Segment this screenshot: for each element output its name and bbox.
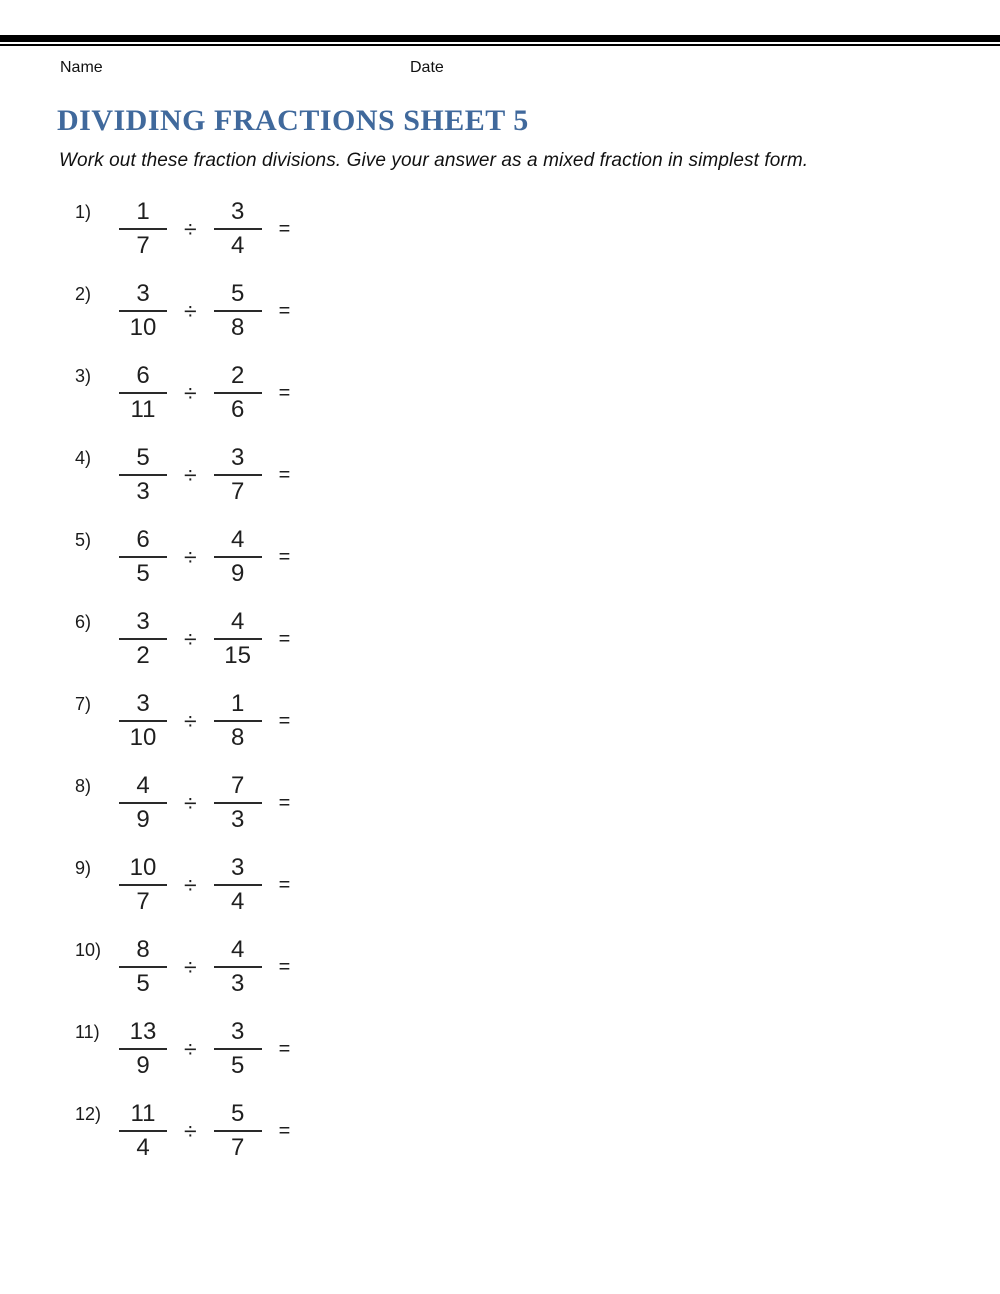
fraction-bar xyxy=(214,966,262,968)
problem-row xyxy=(75,200,290,258)
dividend-fraction xyxy=(119,364,167,422)
divisor-denominator: 4 xyxy=(230,888,245,915)
equals-symbol: = xyxy=(278,791,291,814)
divide-symbol: ÷ xyxy=(184,1035,197,1062)
divisor-fraction xyxy=(214,692,262,750)
fraction-bar xyxy=(214,474,262,476)
problem-number: 4) xyxy=(75,448,92,468)
divide-symbol: ÷ xyxy=(184,379,197,406)
dividend-fraction xyxy=(119,856,167,914)
fraction-bar xyxy=(214,1048,262,1050)
dividend-denominator: 10 xyxy=(129,724,157,751)
dividend-denominator: 5 xyxy=(136,560,150,587)
fraction-bar xyxy=(214,720,262,722)
dividend-fraction xyxy=(119,774,167,832)
top-border-thin-line xyxy=(0,44,1000,46)
problem-list xyxy=(75,200,290,1184)
divisor-fraction xyxy=(214,610,262,668)
divisor-denominator: 7 xyxy=(230,1134,245,1161)
divisor-fraction xyxy=(214,1020,262,1078)
equals-symbol: = xyxy=(278,381,291,404)
problem-row xyxy=(75,364,290,422)
dividend-denominator: 10 xyxy=(129,314,157,341)
dividend-numerator: 3 xyxy=(136,280,150,307)
dividend-denominator: 11 xyxy=(130,396,156,423)
problem-row xyxy=(75,1020,290,1078)
date-label: Date xyxy=(410,59,444,76)
equals-symbol: = xyxy=(278,1037,291,1060)
dividend-denominator: 4 xyxy=(136,1134,150,1161)
fraction-bar xyxy=(214,228,262,230)
divide-symbol: ÷ xyxy=(184,461,197,488)
problem-number: 10) xyxy=(75,940,102,960)
fraction-bar xyxy=(119,228,167,230)
dividend-numerator: 3 xyxy=(136,608,150,635)
fraction-bar xyxy=(214,638,262,640)
divide-symbol: ÷ xyxy=(184,789,197,816)
fraction-bar xyxy=(214,884,262,886)
fraction-bar xyxy=(214,556,262,558)
problem-row xyxy=(75,856,290,914)
fraction-bar xyxy=(214,1130,262,1132)
divide-symbol: ÷ xyxy=(184,297,197,324)
dividend-numerator: 6 xyxy=(136,526,150,553)
divisor-numerator: 3 xyxy=(230,444,245,471)
divisor-fraction xyxy=(214,282,262,340)
divisor-numerator: 4 xyxy=(230,526,245,553)
dividend-denominator: 7 xyxy=(136,232,150,259)
equals-symbol: = xyxy=(278,299,291,322)
fraction-bar xyxy=(119,966,167,968)
dividend-fraction xyxy=(119,446,167,504)
divide-symbol: ÷ xyxy=(184,215,197,242)
problem-row xyxy=(75,528,290,586)
fraction-bar xyxy=(119,802,167,804)
problem-number: 11) xyxy=(75,1022,100,1042)
dividend-numerator: 8 xyxy=(136,936,150,963)
dividend-fraction xyxy=(119,1102,167,1160)
divisor-denominator: 15 xyxy=(224,642,251,669)
divisor-numerator: 4 xyxy=(230,608,245,635)
dividend-numerator: 3 xyxy=(136,690,150,717)
divisor-fraction xyxy=(214,364,262,422)
dividend-denominator: 7 xyxy=(136,888,150,915)
problem-row xyxy=(75,446,290,504)
dividend-denominator: 2 xyxy=(136,642,150,669)
dividend-numerator: 11 xyxy=(130,1100,156,1127)
divisor-denominator: 7 xyxy=(230,478,245,505)
fraction-bar xyxy=(119,1048,167,1050)
equals-symbol: = xyxy=(278,1119,291,1142)
dividend-fraction xyxy=(119,610,167,668)
dividend-fraction xyxy=(119,282,167,340)
page-top-border xyxy=(0,35,1000,46)
divisor-fraction xyxy=(214,938,262,996)
divisor-fraction xyxy=(214,528,262,586)
name-label: Name xyxy=(60,59,103,76)
problem-number: 5) xyxy=(75,530,92,550)
instructions-text: Work out these fraction divisions. Give your answer as a mixed fraction in simplest form. xyxy=(59,150,809,171)
dividend-numerator: 1 xyxy=(136,198,150,225)
equals-symbol: = xyxy=(278,463,291,486)
divisor-denominator: 8 xyxy=(230,724,245,751)
divisor-denominator: 4 xyxy=(230,232,245,259)
equals-symbol: = xyxy=(278,627,291,650)
divisor-numerator: 3 xyxy=(230,198,245,225)
divide-symbol: ÷ xyxy=(184,871,197,898)
fraction-bar xyxy=(119,884,167,886)
divide-symbol: ÷ xyxy=(184,543,197,570)
divisor-numerator: 3 xyxy=(230,854,245,881)
problem-row xyxy=(75,774,290,832)
divisor-fraction xyxy=(214,856,262,914)
dividend-denominator: 5 xyxy=(136,970,150,997)
divisor-denominator: 3 xyxy=(230,970,245,997)
problem-row xyxy=(75,1102,290,1160)
dividend-numerator: 5 xyxy=(136,444,150,471)
dividend-fraction xyxy=(119,200,167,258)
dividend-fraction xyxy=(119,1020,167,1078)
divisor-fraction xyxy=(214,774,262,832)
divide-symbol: ÷ xyxy=(184,953,197,980)
divisor-fraction xyxy=(214,1102,262,1160)
divide-symbol: ÷ xyxy=(184,1117,197,1144)
equals-symbol: = xyxy=(278,545,291,568)
divide-symbol: ÷ xyxy=(184,625,197,652)
problem-number: 3) xyxy=(75,366,92,386)
fraction-bar xyxy=(214,310,262,312)
dividend-numerator: 6 xyxy=(136,362,150,389)
dividend-denominator: 3 xyxy=(136,478,150,505)
fraction-bar xyxy=(119,720,167,722)
problem-number: 7) xyxy=(75,694,92,714)
problem-number: 1) xyxy=(75,202,92,222)
divisor-numerator: 3 xyxy=(230,1018,245,1045)
divisor-numerator: 1 xyxy=(230,690,245,717)
divisor-numerator: 5 xyxy=(230,280,245,307)
divisor-numerator: 2 xyxy=(230,362,245,389)
problem-number: 12) xyxy=(75,1104,102,1124)
dividend-fraction xyxy=(119,938,167,996)
divisor-denominator: 9 xyxy=(230,560,245,587)
fraction-bar xyxy=(119,1130,167,1132)
divisor-numerator: 5 xyxy=(230,1100,245,1127)
divisor-numerator: 7 xyxy=(230,772,245,799)
problem-row xyxy=(75,692,290,750)
fraction-bar xyxy=(119,474,167,476)
problem-number: 9) xyxy=(75,858,92,878)
problem-row xyxy=(75,282,290,340)
dividend-denominator: 9 xyxy=(136,1052,150,1079)
equals-symbol: = xyxy=(278,217,291,240)
divisor-fraction xyxy=(214,200,262,258)
problem-row xyxy=(75,938,290,996)
divisor-denominator: 6 xyxy=(230,396,245,423)
divisor-denominator: 3 xyxy=(230,806,245,833)
equals-symbol: = xyxy=(278,873,291,896)
fraction-bar xyxy=(119,638,167,640)
dividend-numerator: 10 xyxy=(129,854,157,881)
problem-number: 6) xyxy=(75,612,92,632)
equals-symbol: = xyxy=(278,955,291,978)
page-title: DIVIDING FRACTIONS SHEET 5 xyxy=(57,104,529,137)
problem-number: 2) xyxy=(75,284,92,304)
problem-number: 8) xyxy=(75,776,92,796)
fraction-bar xyxy=(119,392,167,394)
divisor-denominator: 8 xyxy=(230,314,245,341)
fraction-bar xyxy=(119,310,167,312)
fraction-bar xyxy=(214,392,262,394)
dividend-fraction xyxy=(119,528,167,586)
dividend-denominator: 9 xyxy=(136,806,150,833)
top-border-thick-line xyxy=(0,35,1000,42)
fraction-bar xyxy=(119,556,167,558)
dividend-fraction xyxy=(119,692,167,750)
problem-row xyxy=(75,610,290,668)
divisor-numerator: 4 xyxy=(230,936,245,963)
dividend-numerator: 4 xyxy=(136,772,150,799)
dividend-numerator: 13 xyxy=(129,1018,157,1045)
fraction-bar xyxy=(214,802,262,804)
equals-symbol: = xyxy=(278,709,291,732)
divisor-denominator: 5 xyxy=(230,1052,245,1079)
divide-symbol: ÷ xyxy=(184,707,197,734)
divisor-fraction xyxy=(214,446,262,504)
